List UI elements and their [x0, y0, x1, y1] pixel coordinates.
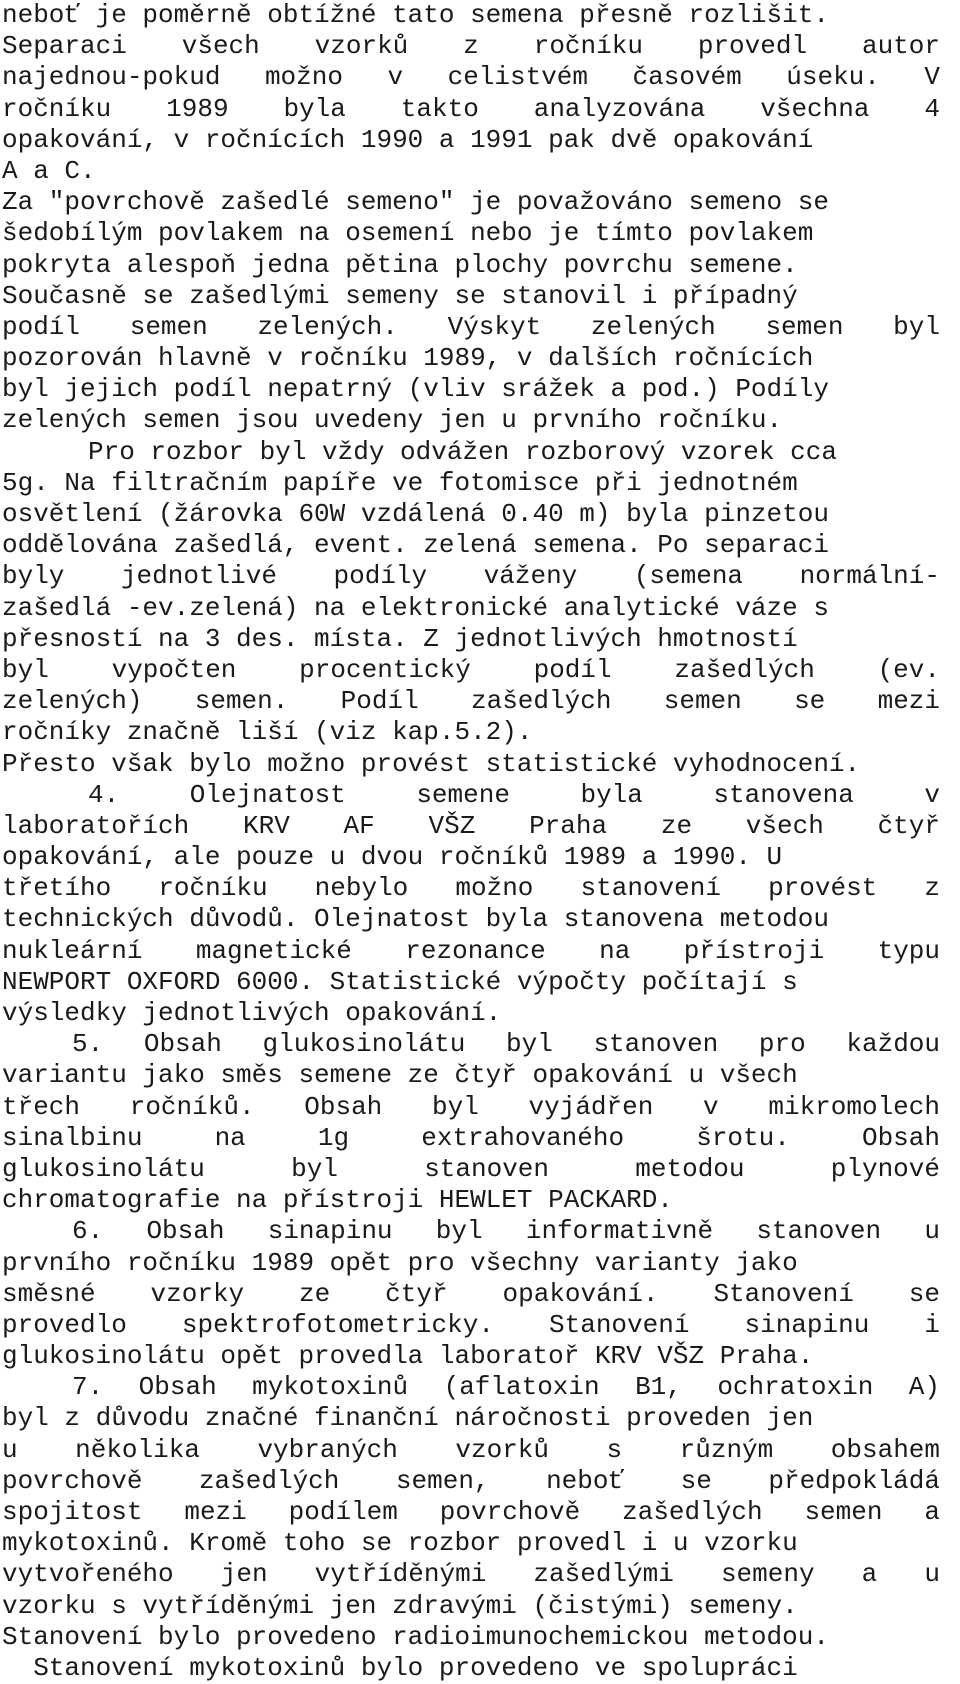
- document-page: [2, 0, 960, 1684]
- text-line: oddělována zašedlá, event. zelená semena. Po separaci: [2, 530, 829, 561]
- text-line: spojitost mezi podílem povrchově zašedlých semen a: [2, 1497, 940, 1527]
- text-line: byl vypočten procentický podíl zašedlých (ev.: [2, 654, 940, 685]
- text-line: osvětlení (žárovka 60W vzdálená 0.40 m) byla pinzetou: [2, 499, 829, 529]
- text-line: podíl semen zelených. Výskyt zelených semen byl: [2, 311, 940, 342]
- text-line: výsledky jednotlivých opakování.: [2, 998, 502, 1028]
- text-line: zelených) semen. Podíl zašedlých semen se mezi: [2, 686, 940, 717]
- text-line: glukosinolátu byl stanoven metodou plynové: [2, 1153, 940, 1184]
- text-line: vzorku s vytříděnými jen zdravými (čistými) semeny.: [2, 1590, 798, 1621]
- text-line: opakování, v ročnících 1990 a 1991 pak dvě opakování: [2, 124, 814, 155]
- text-line: byl jejich podíl nepatrný (vliv srážek a pod.) Podíly: [2, 374, 829, 405]
- text-line: třetího ročníku nebylo možno stanovení provést z: [2, 873, 940, 904]
- text-line: směsné vzorky ze čtyř opakování. Stanovení se: [2, 1278, 940, 1309]
- text-line: chromatografie na přístroji HEWLET PACKARD.: [2, 1185, 673, 1216]
- text-line: prvního ročníku 1989 opět pro všechny varianty jako: [2, 1247, 798, 1278]
- text-line: u několika vybraných vzorků s různým obsahem: [2, 1434, 940, 1465]
- text-line: 5g. Na filtračním papíře ve fotomisce při jednotném: [2, 467, 798, 498]
- text-line: byly jednotlivé podíly váženy (semena normální-: [2, 561, 940, 592]
- text-line: 5. Obsah glukosinolátu byl stanoven pro každou: [72, 1029, 940, 1060]
- text-line: 7. Obsah mykotoxinů (aflatoxin B1, ochratoxin A): [72, 1372, 940, 1403]
- text-line: Za "povrchově zašedlé semeno" je považováno semeno se: [2, 187, 829, 218]
- text-line: pozorován hlavně v ročníku 1989, v dalších ročnících: [2, 343, 814, 374]
- text-line: 4. Olejnatost semene byla stanovena v: [88, 779, 940, 810]
- text-line: Současně se zašedlými semeny se stanovil i případný: [2, 280, 798, 311]
- text-line: povrchově zašedlých semen, neboť se předpokládá: [2, 1465, 940, 1496]
- text-line: Pro rozbor byl vždy odvážen rozborový vzorek cca: [88, 436, 837, 467]
- text-line: neboť je poměrně obtížné tato semena přesně rozlišit.: [2, 0, 829, 30]
- text-line: třech ročníků. Obsah byl vyjádřen v mikromolech: [2, 1091, 940, 1122]
- text-line: nukleární magnetické rezonance na přístroji typu: [2, 935, 940, 966]
- text-line: Přesto však bylo možno provést statistické vyhodnocení.: [2, 748, 861, 779]
- text-line: najednou-pokud možno v celistvém časovém úseku. V: [2, 62, 940, 93]
- text-line: 6. Obsah sinapinu byl informativně stanoven u: [72, 1216, 940, 1247]
- text-line: variantu jako směs semene ze čtyř opakování u všech: [2, 1060, 798, 1091]
- text-line: sinalbinu na 1g extrahovaného šrotu. Obsah: [2, 1122, 940, 1153]
- text-line: laboratořích KRV AF VŠZ Praha ze všech čtyř: [2, 810, 940, 841]
- text-line: NEWPORT OXFORD 6000. Statistické výpočty počítají s: [2, 966, 798, 997]
- text-line: opakování, ale pouze u dvou ročníků 1989 a 1990. U: [2, 842, 783, 873]
- text-line: vytvořeného jen vytříděnými zašedlými semeny a u: [2, 1559, 940, 1590]
- text-line: provedlo spektrofotometricky. Stanovení sinapinu i: [2, 1309, 940, 1340]
- text-line: zelených semen jsou uvedeny jen u prvního ročníku.: [2, 405, 783, 436]
- text-line: pokryta alespoň jedna pětina plochy povrchu semene.: [2, 249, 798, 280]
- text-line: šedobílým povlakem na osemení nebo je tímto povlakem: [2, 218, 814, 249]
- text-line: mykotoxinů. Kromě toho se rozbor provedl i u vzorku: [2, 1528, 798, 1559]
- text-line: byl z důvodu značné finanční náročnosti proveden jen: [2, 1403, 814, 1434]
- text-line: technických důvodů. Olejnatost byla stanovena metodou: [2, 904, 829, 935]
- text-line: přesností na 3 des. místa. Z jednotlivých hmotností: [2, 623, 798, 654]
- text-line: ročníku 1989 byla takto analyzována všechna 4: [2, 93, 940, 124]
- text-line: Stanovení mykotoxinů bylo provedeno ve spolupráci: [2, 1652, 798, 1683]
- text-line: glukosinolátu opět provedla laboratoř KRV VŠZ Praha.: [2, 1341, 814, 1372]
- text-line: ročníky značně liší (viz kap.5.2).: [2, 717, 533, 748]
- text-line: A a C.: [2, 155, 96, 186]
- text-line: Separaci všech vzorků z ročníku provedl autor: [2, 31, 940, 62]
- text-line: Stanovení bylo provedeno radioimunochemickou metodou.: [2, 1621, 829, 1652]
- text-line: zašedlá -ev.zelená) na elektronické analytické váze s: [2, 592, 829, 623]
